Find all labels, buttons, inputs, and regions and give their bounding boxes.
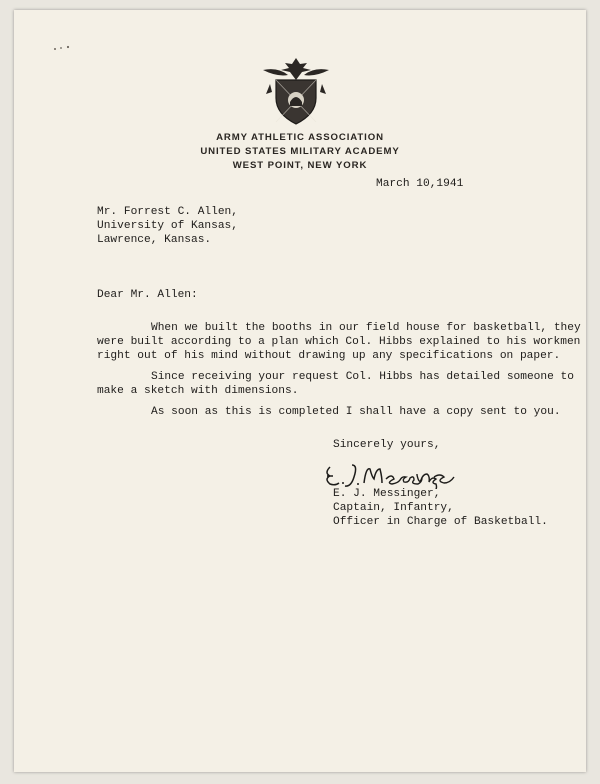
signer-name: E. J. Messinger,: [333, 488, 441, 500]
recipient-organization: University of Kansas,: [97, 220, 238, 232]
recipient-city: Lawrence, Kansas.: [97, 234, 212, 246]
body-paragraph-1-line-2: were built according to a plan which Col. Hibbs explained to his workmen: [97, 336, 581, 348]
letter-date: March 10,1941: [376, 178, 464, 190]
signer-rank: Captain, Infantry,: [333, 502, 454, 514]
body-paragraph-2-line-2: make a sketch with dimensions.: [97, 385, 299, 397]
salutation: Dear Mr. Allen:: [97, 289, 198, 301]
recipient-name: Mr. Forrest C. Allen,: [97, 206, 238, 218]
body-paragraph-3-line-1: As soon as this is completed I shall have a copy sent to you.: [151, 406, 561, 418]
valediction: Sincerely yours,: [333, 439, 441, 451]
body-paragraph-1-line-3: right out of his mind without drawing up any specifications on paper.: [97, 350, 561, 362]
letterhead-line-2: UNITED STATES MILITARY ACADEMY: [200, 146, 400, 157]
handwritten-signature: [322, 457, 472, 489]
body-paragraph-1-line-1: When we built the booths in our field house for basketball, they: [151, 322, 581, 334]
signer-title: Officer in Charge of Basketball.: [333, 516, 548, 528]
body-paragraph-2-line-1: Since receiving your request Col. Hibbs has detailed someone to: [151, 371, 574, 383]
letterhead-line-1: ARMY ATHLETIC ASSOCIATION: [216, 132, 384, 143]
ink-speck-mark: [52, 45, 74, 51]
west-point-crest-icon: [260, 56, 332, 126]
letterhead-line-3: WEST POINT, NEW YORK: [232, 160, 368, 171]
